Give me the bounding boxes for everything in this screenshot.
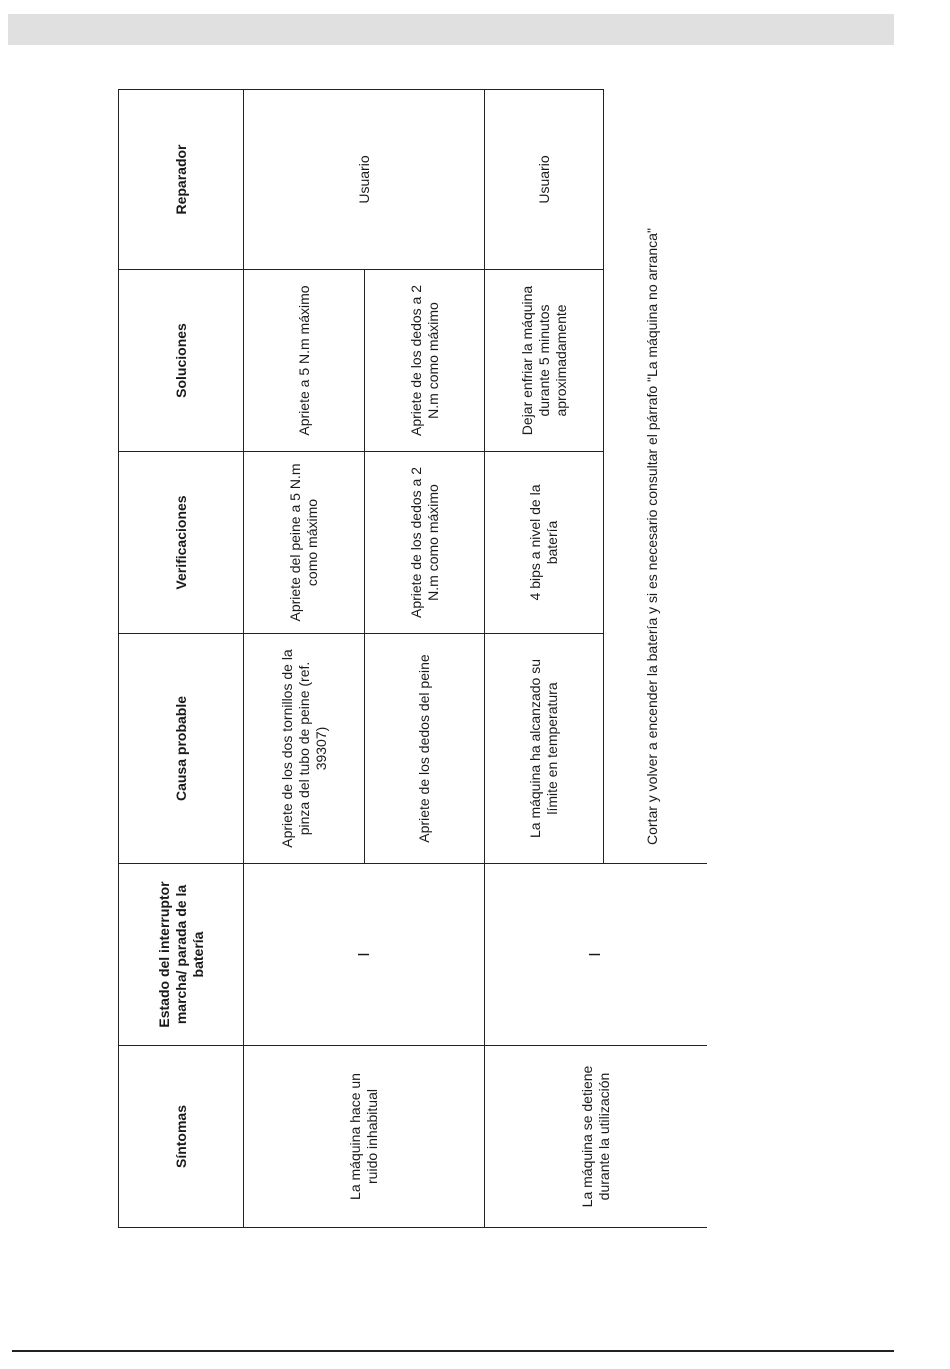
solucion-peine: Apriete a 5 N.m máximo <box>244 270 365 452</box>
nota-reinicio: Cortar y volver a encender la batería y si es necesario consultar el párrafo "La máquina no arranca" <box>604 90 707 864</box>
troubleshooting-table <box>118 89 707 1228</box>
table-row <box>244 90 365 1228</box>
sintoma-ruido: La máquina hace un ruido inhabitual <box>244 1046 485 1228</box>
verificacion-dedos: Apriete de los dedos a 2 N.m como máximo <box>365 452 485 634</box>
footer-rule <box>12 1350 894 1352</box>
table-row <box>485 90 604 1228</box>
estado-ruido: I <box>244 864 485 1046</box>
solucion-dedos: Apriete de los dedos a 2 N.m como máximo <box>365 270 485 452</box>
reparador-detiene: Usuario <box>485 90 604 270</box>
header-bar <box>8 14 894 45</box>
header-sintomas: Síntomas <box>119 1046 244 1228</box>
sintoma-detiene: La máquina se detiene durante la utilización <box>485 1046 707 1228</box>
header-soluciones: Soluciones <box>119 270 244 452</box>
reparador-ruido: Usuario <box>244 90 485 270</box>
header-causa-probable: Causa probable <box>119 634 244 864</box>
header-reparador: Reparador <box>119 90 244 270</box>
estado-detiene: I <box>485 864 707 1046</box>
verificacion-peine: Apriete del peine a 5 N.m como máximo <box>244 452 365 634</box>
header-verificaciones: Verificaciones <box>119 452 244 634</box>
causa-dedos: Apriete de los dedos del peine <box>365 634 485 864</box>
solucion-enfriar: Dejar enfriar la máquina durante 5 minutos aproximadamente <box>485 270 604 452</box>
causa-tornillos: Apriete de los dos tornillos de la pinza del tubo de peine (ref. 39307) <box>244 634 365 864</box>
troubleshooting-table-wrapper <box>118 90 706 1228</box>
header-estado-interruptor: Estado del interruptor marcha/ parada de la batería <box>119 864 244 1046</box>
table-header-row <box>119 90 244 1228</box>
causa-temperatura: La máquina ha alcanzado su límite en temperatura <box>485 634 604 864</box>
verificacion-bips: 4 bips a nivel de la batería <box>485 452 604 634</box>
